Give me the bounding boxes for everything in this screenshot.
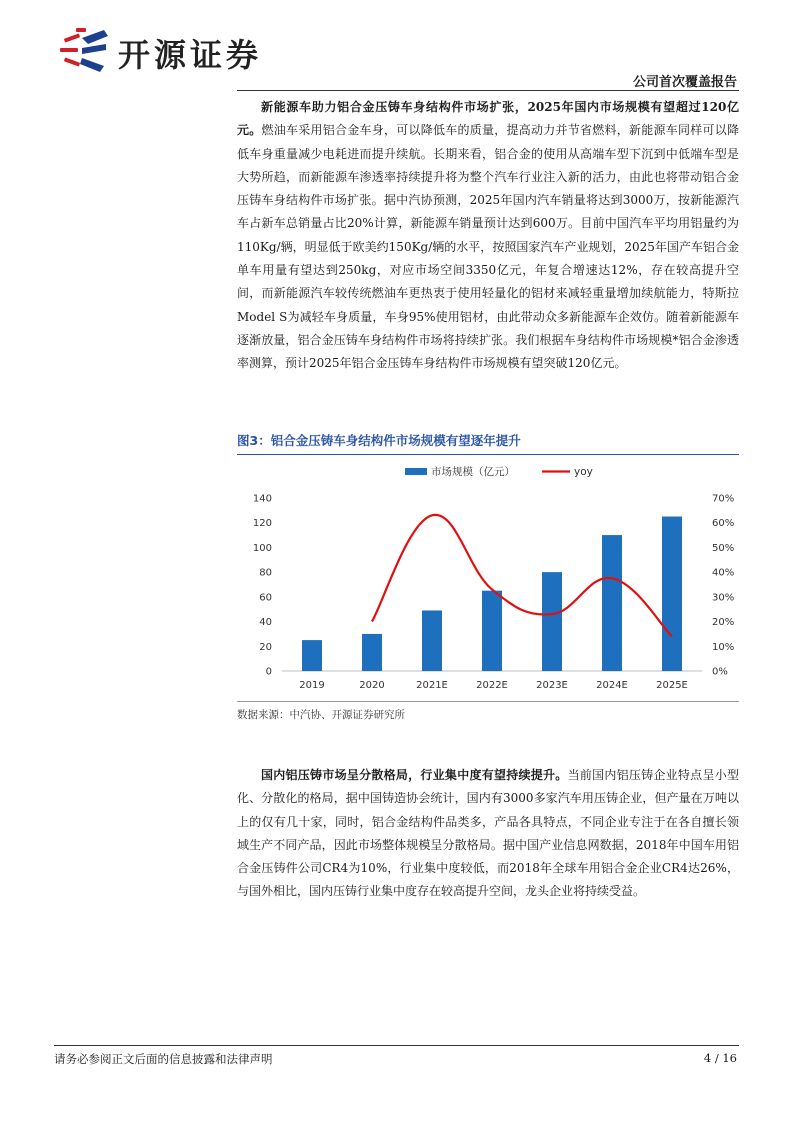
bar-2023E (542, 572, 562, 671)
x-tick-label: 2022E (476, 680, 508, 691)
x-tick-label: 2024E (596, 680, 628, 691)
bar-2019 (302, 640, 322, 671)
paragraph-body: 当前国内铝压铸企业特点呈小型化、分散化的格局，据中国铸造协会统计，国内有3000多家汽车用压铸企业，但产量在万吨以上的仅有几十家，同时，铝合金结构件品类多，产品各具特点，不同企业专注于在各自擅长领域生产不同产品，因此市场整体规模呈分散格局。据中国产业信息网数据，2018年中国车用铝合金压铸件公司CR4为10%，行业集中度较低，而2018年全球车用铝合金企业CR4达26%，与国外相比，国内压铸行业集中度存在较高提升空间，龙头企业将持续受益。 (237, 768, 739, 899)
legend-line-label: yoy (574, 466, 593, 478)
bar-2022E (482, 591, 502, 671)
figure-top-rule (237, 454, 739, 455)
report-type: 公司首次覆盖报告 (632, 75, 737, 90)
legend-bar-label: 市场规模（亿元） (431, 466, 515, 478)
y-right-tick-label: 0% (712, 666, 728, 678)
paragraph-market-structure (237, 764, 739, 904)
y-left-tick-label: 120 (252, 518, 272, 530)
x-tick-label: 2019 (299, 680, 325, 691)
y-right-tick-label: 30% (712, 592, 735, 604)
figure-bottom-rule (237, 701, 739, 702)
bar-2021E (422, 610, 442, 671)
y-right-tick-label: 60% (712, 518, 735, 530)
header-divider (237, 90, 739, 91)
market-size-chart (237, 456, 739, 700)
figure-title: 图3：铝合金压铸车身结构件市场规模有望逐年提升 (237, 433, 521, 448)
bar-2024E (602, 535, 622, 671)
legend-bar-swatch (405, 468, 427, 475)
y-left-tick-label: 20 (259, 641, 272, 653)
bar-2025E (662, 517, 682, 671)
y-left-tick-label: 80 (259, 567, 272, 579)
footer-disclaimer: 请务必参阅正文后面的信息披露和法律声明 (54, 1052, 273, 1066)
paragraph-body: 燃油车采用铝合金车身，可以降低车的质量，提高动力并节省燃料，新能源车同样可以降低车身重量减少电耗进而提升续航。长期来看，铝合金的使用从高端车型下沉到中低端车型是大势所趋，而新能源车渗透率持续提升将为整个汽车行业注入新的活力，由此也将带动铝合金压铸车身结构件市场扩张。据中汽协预测，2025年国内汽车销量将达到3000万，按新能源汽车占新车总销量占比20%计算，新能源车销量预计达到600万。目前中国汽车平均用铝量约为110Kg/辆，明显低于欧美约150Kg/辆的水平，按照国家汽车产业规划，2025年国产车铝合金单车用量有望达到250kg，对应市场空间3350亿元，年复合增速达12%，存在较高提升空间，而新能源汽车较传统燃油车更热衷于使用轻量化的铝材来减轻重量增加续航能力，特斯拉Model S为减轻车身质量，车身95%使用铝材，由此带动众多新能源车企效仿。随着新能源车逐渐放量，铝合金压铸车身结构件市场将持续扩张。我们根据车身结构件市场规模*铝合金渗透率测算，预计2025年铝合金压铸车身结构件市场规模有望突破120亿元。 (237, 123, 739, 371)
y-right-tick-label: 40% (712, 567, 735, 579)
yoy-line (372, 515, 672, 637)
paragraph-market-expansion (237, 96, 739, 376)
y-right-tick-label: 70% (712, 493, 735, 505)
x-tick-label: 2025E (656, 680, 688, 691)
logo-mark-icon (58, 26, 110, 72)
paragraph-lead: 国内铝压铸市场呈分散格局，行业集中度有望持续提升。 (261, 768, 568, 782)
x-tick-label: 2021E (416, 680, 448, 691)
figure-source: 数据来源：中汽协、开源证券研究所 (237, 709, 405, 721)
paragraph-lead: 新能源车助力铝合金压铸车身结构件市场扩张，2025年国内市场规模有望超过120亿元。 (237, 100, 739, 138)
y-left-tick-label: 140 (252, 493, 272, 505)
x-tick-label: 2020 (359, 680, 385, 691)
y-right-tick-label: 50% (712, 542, 735, 554)
y-right-tick-label: 20% (712, 617, 735, 629)
bar-2020 (362, 634, 382, 671)
y-left-tick-label: 0 (265, 666, 272, 678)
company-name: 开源证券 (118, 36, 263, 74)
footer-divider (54, 1045, 739, 1046)
y-right-tick-label: 10% (712, 641, 735, 653)
x-tick-label: 2023E (536, 680, 568, 691)
y-left-tick-label: 100 (252, 542, 272, 554)
y-left-tick-label: 60 (259, 592, 272, 604)
page-number: 4 / 16 (703, 1051, 737, 1065)
y-left-tick-label: 40 (259, 617, 272, 629)
company-logo (58, 24, 288, 74)
